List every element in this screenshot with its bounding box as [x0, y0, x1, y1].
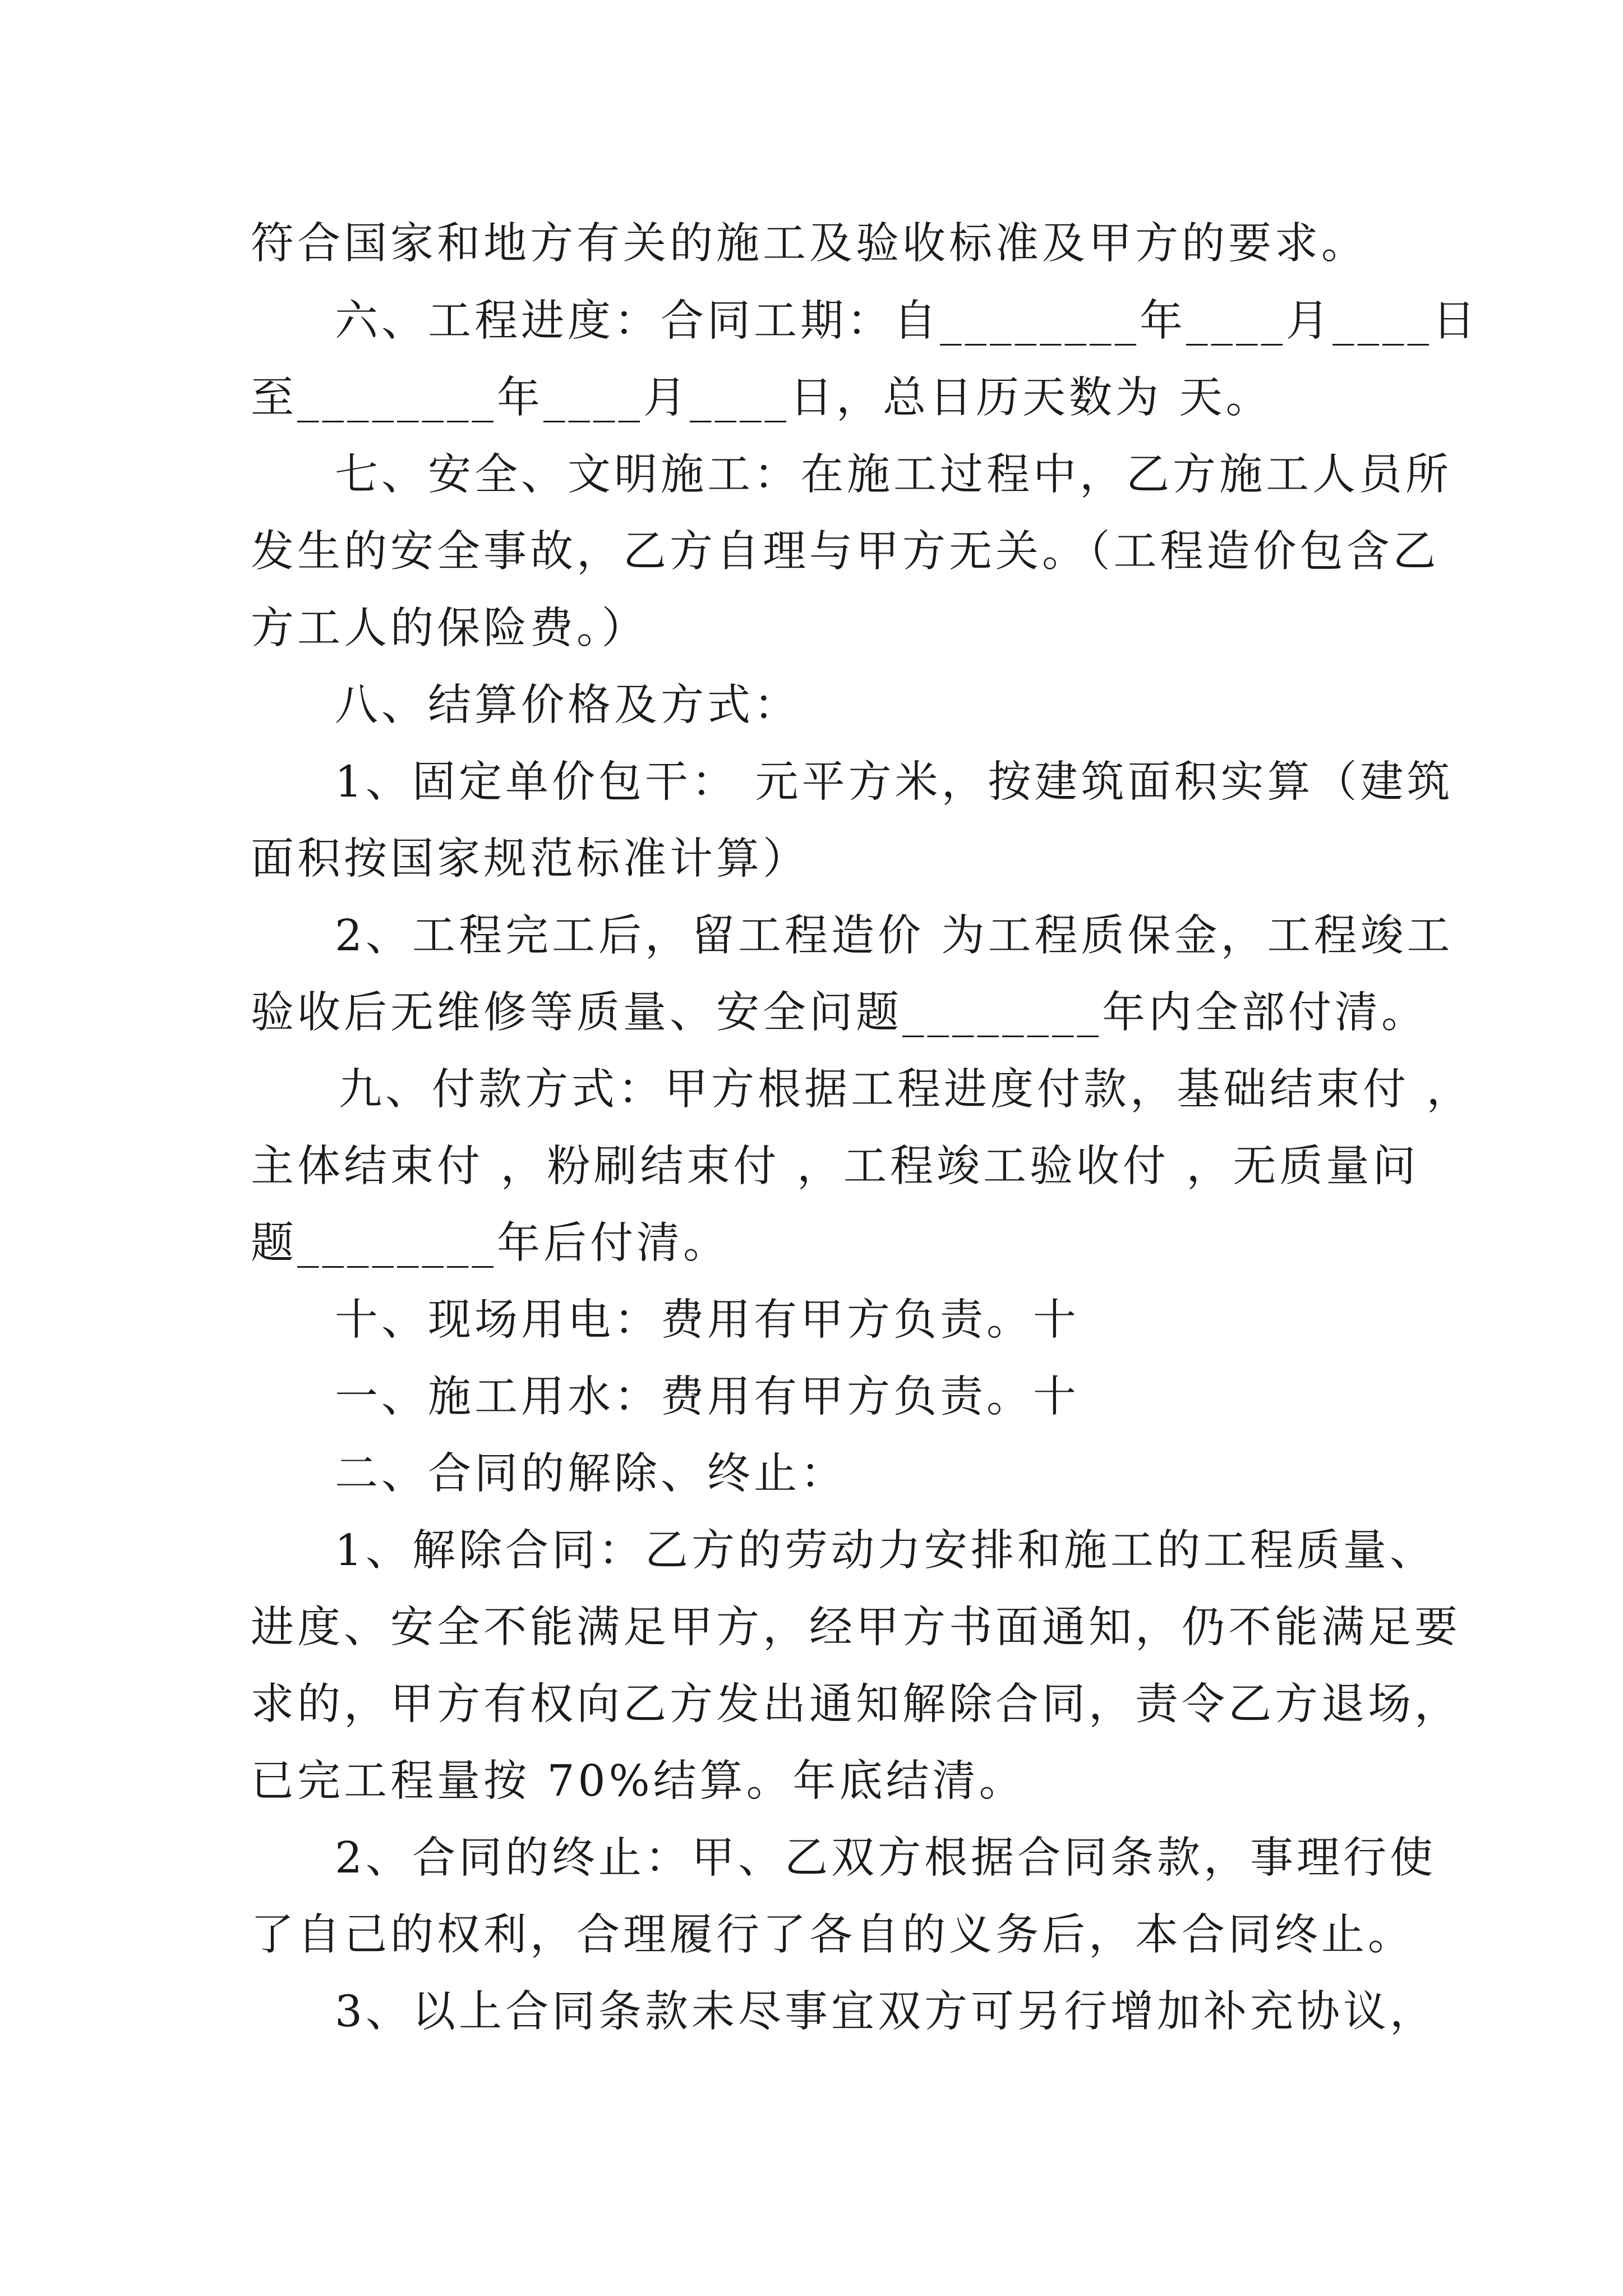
text-line: 十、现场用电：费用有甲方负责。十	[335, 1295, 1080, 1345]
text-line: 发生的安全事故，乙方自理与甲方无关。（工程造价包含乙	[251, 527, 1440, 577]
text-line: 2、工程完工后，留工程造价 为工程质保金，工程竣工	[335, 911, 1454, 961]
text-line: 3、以上合同条款未尽事宜双方可另行增加补充协议，	[335, 1987, 1436, 2037]
text-line: 主体结束付 ，粉刷结束付 ，工程竣工验收付 ，无质量问	[251, 1142, 1419, 1191]
text-line: 一、施工用水：费用有甲方负责。十	[335, 1372, 1080, 1422]
text-line: 七、安全、文明施工：在施工过程中，乙方施工人员所	[335, 450, 1452, 500]
text-line: 进度、安全不能满足甲方，经甲方书面通知，仍不能满足要	[251, 1603, 1461, 1653]
text-line: 二、合同的解除、终止：	[335, 1449, 847, 1499]
text-line: 1、固定单价包干： 元平方米，按建筑面积实算（建筑	[335, 757, 1454, 807]
text-line: 九、付款方式：甲方根据工程进度付款，基础结束付 ，	[339, 1065, 1473, 1115]
text-line: 方工人的保险费。）	[251, 604, 648, 654]
text-line: 至________年____月____日，总日历天数为 天。	[251, 373, 1272, 423]
text-line: 了自己的权利，合理履行了各自的义务后，本合同终止。	[251, 1910, 1414, 1960]
text-line: 题________年后付清。	[251, 1218, 730, 1268]
text-line: 1、解除合同：乙方的劳动力安排和施工的工程质量、	[335, 1526, 1436, 1576]
text-line: 验收后无维修等质量、安全问题________年内全部付清。	[251, 988, 1428, 1038]
text-line: 六、工程进度：合同工期：自________年____月____日	[335, 296, 1479, 346]
text-line: 符合国家和地方有关的施工及验收标准及甲方的要求。	[251, 219, 1368, 269]
text-line: 2、合同的终止：甲、乙双方根据合同条款，事理行使	[335, 1833, 1436, 1883]
text-line: 已完工程量按 70%结算。年底结清。	[251, 1756, 1026, 1806]
text-line: 求的，甲方有权向乙方发出通知解除合同，责令乙方退场，	[251, 1680, 1461, 1729]
text-line: 八、结算价格及方式：	[335, 680, 800, 730]
text-line: 面积按国家规范标准计算）	[251, 834, 809, 884]
